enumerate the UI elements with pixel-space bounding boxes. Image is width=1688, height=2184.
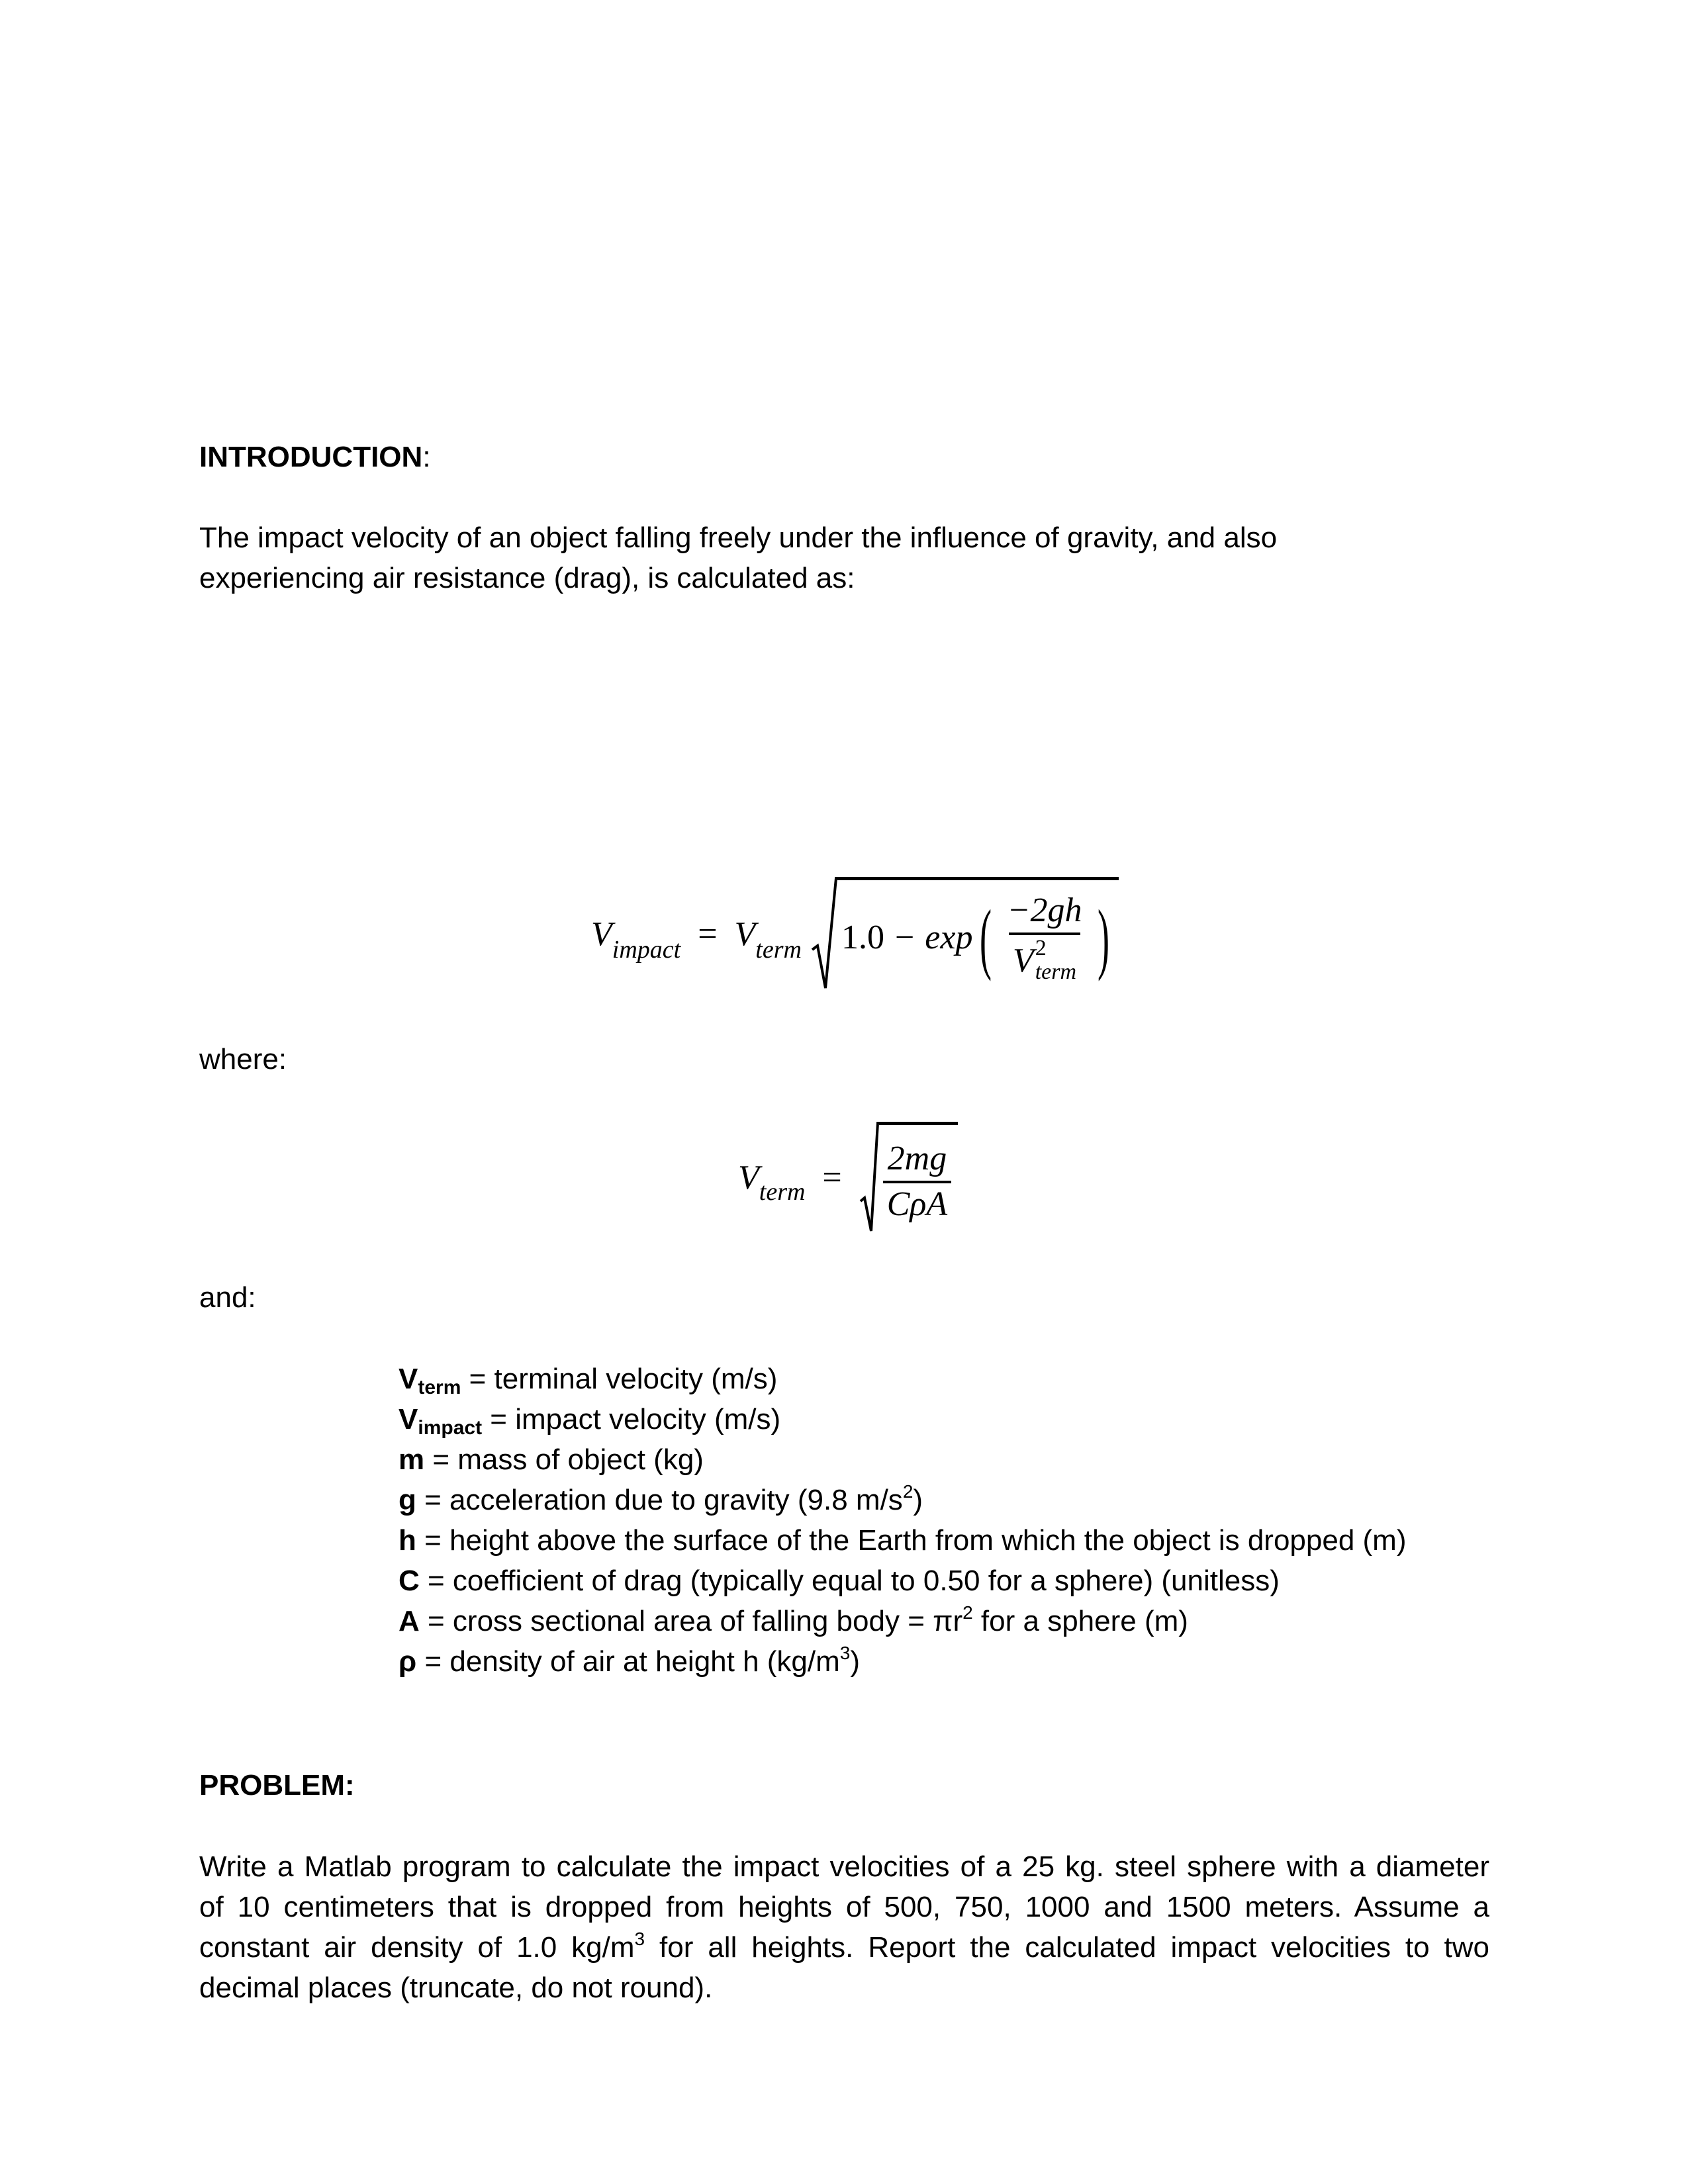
def-text: = impact velocity (m/s) <box>482 1403 781 1435</box>
fraction-numerator: 2mg <box>887 1139 947 1177</box>
radical-sign-icon <box>811 877 837 991</box>
definition-item <box>399 1439 1406 1480</box>
problem-line: Write a Matlab program to calculate the impact velocities of a 25 kg. steel sphere with a diameter <box>199 1850 1489 1883</box>
eq-var: V <box>591 915 612 953</box>
eq-sub: impact <box>612 936 681 964</box>
square-root <box>859 1122 958 1233</box>
definition-item <box>399 1601 1406 1641</box>
eq-fraction <box>883 1139 951 1224</box>
eq-var: V <box>734 915 756 953</box>
problem-heading: PROBLEM: <box>199 1769 355 1801</box>
def-text: = cross sectional area of falling body = πr <box>419 1605 963 1637</box>
def-text: = density of air at height h (kg/m <box>416 1645 840 1678</box>
eq-sub: term <box>755 936 802 964</box>
terminal-velocity-equation <box>738 1122 958 1233</box>
eq-sub: term <box>759 1178 806 1206</box>
fraction-numerator: −2gh <box>1007 891 1082 929</box>
impact-velocity-equation <box>591 877 1119 991</box>
eq-sub: term <box>1035 960 1077 984</box>
radical-sign-icon <box>859 1122 879 1233</box>
def-subscript: term <box>418 1377 461 1398</box>
eq-paren: ( <box>980 893 992 981</box>
def-superscript: 3 <box>839 1643 851 1663</box>
definition-item <box>399 1399 1406 1439</box>
def-text: = height above the surface of the Earth from which the object is dropped (m) <box>416 1524 1407 1557</box>
definition-item <box>399 1641 1406 1682</box>
def-symbol: h <box>399 1524 416 1557</box>
eq-script-stack <box>1035 936 1076 984</box>
problem-paragraph <box>199 1846 1489 2008</box>
problem-line <box>199 1927 1489 1968</box>
def-text: ) <box>913 1484 923 1516</box>
heading-colon: : <box>422 441 431 473</box>
definition-item <box>399 1520 1406 1561</box>
eq-constant: 1.0 <box>841 919 884 956</box>
definition-item <box>399 1480 1406 1520</box>
eq-var: V <box>1012 941 1034 979</box>
def-symbol: g <box>399 1484 416 1516</box>
problem-line: of 10 centimeters that is dropped from heights of 500, 750, 1000 and 1500 meters. Assume a <box>199 1891 1489 1923</box>
def-symbol: V <box>399 1403 418 1435</box>
def-symbol: ρ <box>399 1645 417 1678</box>
intro-line: The impact velocity of an object falling freely under the influence of gravity, and also <box>199 522 1278 554</box>
def-text: = acceleration due to gravity (9.8 m/s <box>416 1484 903 1516</box>
eq-exp: exp <box>925 919 973 956</box>
fraction-denominator <box>1009 933 1080 984</box>
problem-line: decimal places (truncate, do not round). <box>199 1972 713 2004</box>
heading-text: INTRODUCTION <box>199 441 423 473</box>
problem-text: for all heights. Report the calculated impact velocities to two <box>645 1931 1489 1964</box>
def-symbol: V <box>399 1363 418 1395</box>
eq-paren: ) <box>1097 893 1109 981</box>
eq-minus: − <box>894 919 915 956</box>
def-subscript: impact <box>418 1417 483 1439</box>
square-root <box>811 877 1119 991</box>
def-text: for a sphere (m) <box>972 1605 1188 1637</box>
intro-line: experiencing air resistance (drag), is calculated as: <box>199 562 855 594</box>
eq-sup: 2 <box>1035 936 1047 960</box>
def-superscript: 2 <box>962 1602 973 1623</box>
fraction-denominator: CρA <box>883 1181 951 1224</box>
introduction-heading <box>199 437 431 477</box>
intro-paragraph <box>199 518 1277 598</box>
eq-fraction <box>1003 891 1086 984</box>
eq-equals: = <box>822 1158 842 1197</box>
eq-var: V <box>738 1158 759 1197</box>
def-text: ) <box>850 1645 861 1678</box>
def-superscript: 2 <box>902 1481 914 1502</box>
definitions-list <box>399 1359 1406 1682</box>
def-symbol: m <box>399 1443 425 1476</box>
def-text: = coefficient of drag (typically equal to 0.50 for a sphere) (unitless) <box>419 1565 1280 1597</box>
def-symbol: C <box>399 1565 420 1597</box>
where-label: where: <box>199 1043 287 1075</box>
problem-text: constant air density of 1.0 kg/m <box>199 1931 635 1964</box>
def-text: = terminal velocity (m/s) <box>461 1363 778 1395</box>
def-text: = mass of object (kg) <box>424 1443 704 1476</box>
problem-superscript: 3 <box>634 1929 645 1949</box>
def-symbol: A <box>399 1605 420 1637</box>
and-label: and: <box>199 1281 256 1314</box>
definition-item <box>399 1359 1406 1399</box>
definition-item <box>399 1561 1406 1601</box>
eq-equals: = <box>698 915 718 953</box>
